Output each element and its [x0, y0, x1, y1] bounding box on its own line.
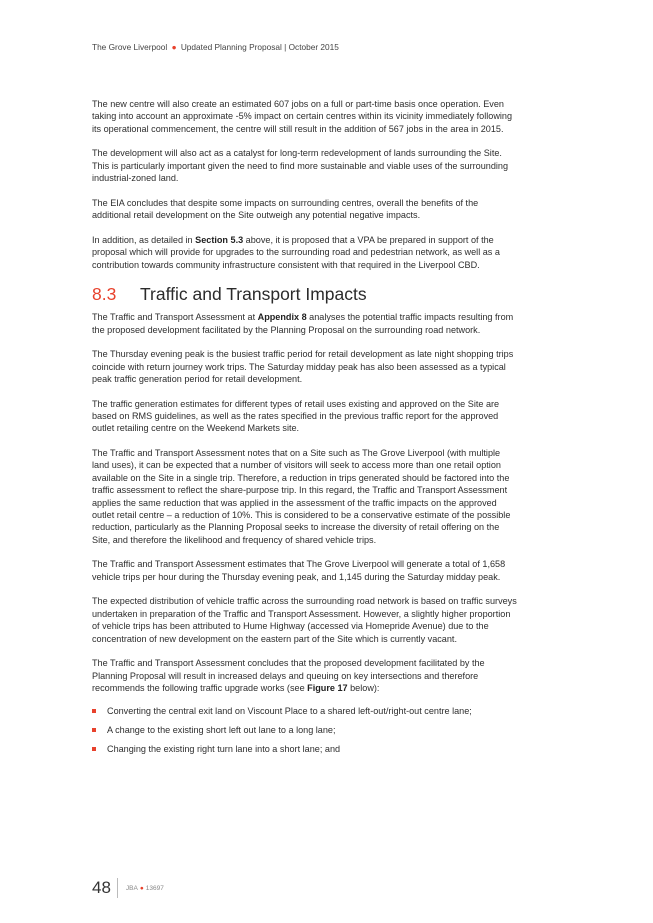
bullet-marker-icon [92, 728, 96, 732]
paragraph-generation-estimates: The traffic generation estimates for different types of retail uses existing and approved on the Site are based on RMS guidelines, as well as the rates specified in the previous traffic report for the approved outlet retailing centre on the Weekend Markets site. [92, 398, 500, 434]
page-number: 48 [92, 878, 111, 897]
list-item: Converting the central exit land on Viscount Place to a shared left-out/right-out centre lane; [92, 705, 518, 717]
page-footer [92, 878, 164, 898]
running-header [92, 42, 339, 52]
paragraph-traffic-intro: The Traffic and Transport Assessment at Appendix 8 analyses the potential traffic impacts resulting from the proposed development facilitated by the Planning Proposal on the surrounding road network. [92, 312, 514, 335]
section-reference: Section 5.3 [195, 234, 244, 245]
paragraph-peak-periods: The Thursday evening peak is the busiest traffic period for retail development as late night shopping trips coincide with return journey work trips. The Saturday midday peak has also been assessed as a typical peak traffic generation period for retail development. [92, 349, 514, 385]
paragraph-trip-totals: The Traffic and Transport Assessment estimates that The Grove Liverpool will generate a total of 1,658 vehicle trips per hour during the Thursday evening peak, and 1,145 during the Saturday midday peak. [92, 559, 506, 582]
body-content [92, 98, 518, 762]
list-item: Changing the existing right turn lane into a short lane; and [92, 743, 518, 755]
paragraph-trip-reduction: The Traffic and Transport Assessment notes that on a Site such as The Grove Liverpool (with multiple land uses), it can be expected that a number of visitors will seek to access more than one retail option available on the Site in a single trip. Therefore, a reduction in trips generated should be factored into the traffic assessment to reflect the share-purpose trip. In this regard, the Traffic and Transport Assessment applies the same reduction that was applied in the assessment of the traffic impacts on the approved outlet retail centre – a reduction of 10%. This is considered to be a conservative estimate of the possible reduction, particularly as the Planning Proposal seeks to increase the diversity of retail offering on the Site, and therefore the likelihood and frequency of shared vehicle trips. [92, 448, 511, 545]
header-subtitle: Updated Planning Proposal | October 2015 [180, 42, 339, 52]
paragraph-jobs: The new centre will also create an estimated 607 jobs on a full or part-time basis once operation. Even taking into account an approximate -5% impact on certain centres within its vicinity immediately following its operational commencement, the centre will still result in the addition of 567 jobs in the area in 2015. [92, 99, 513, 134]
header-title: The Grove Liverpool [92, 42, 168, 52]
list-item: A change to the existing short left out lane to a long lane; [92, 724, 518, 736]
footer-separator-dot: ● [139, 884, 144, 892]
upgrade-works-list [92, 705, 518, 755]
header-separator-dot: ● [171, 42, 177, 52]
bullet-marker-icon [92, 747, 96, 751]
paragraph-vpa: In addition, as detailed in Section 5.3 above, it is proposed that a VPA be prepared in support of the proposal which will provide for upgrades to the surrounding road and pedestrian network, as well as a contribution towards community infrastructure consistent with that required in the Liverpool CBD. [92, 234, 500, 270]
section-heading [92, 283, 518, 305]
footer-reference: JBA ● 13697 [125, 884, 164, 892]
paragraph-distribution: The expected distribution of vehicle traffic across the surrounding road network is based on traffic surveys undertaken in preparation of the Traffic and Transport Assessment. However, a slightly higher proportion of vehicle trips has been attributed to Hume Highway (accessed via Homepride Avenue) due to the concentration of new development on the eastern part of the Site which is currently vacant. [92, 596, 517, 644]
appendix-reference: Appendix 8 [257, 312, 307, 323]
figure-reference: Figure 17 [307, 683, 348, 694]
bullet-marker-icon [92, 709, 96, 713]
paragraph-eia-conclusion: The EIA concludes that despite some impacts on surrounding centres, overall the benefits of the additional retail development on the Site outweigh any potential negative impacts. [92, 197, 479, 221]
paragraph-catalyst: The development will also act as a catalyst for long-term redevelopment of lands surrounding the Site. This is particularly important given the need to find more sustainable and viable uses of the surrounding industrial-zoned land. [92, 148, 509, 184]
section-title: Traffic and Transport Impacts [140, 284, 367, 305]
section-number: 8.3 [92, 284, 117, 305]
footer-divider [117, 878, 118, 898]
paragraph-conclusion: The Traffic and Transport Assessment concludes that the proposed development facilitated by the Planning Proposal will result in increased delays and queuing on key intersections and therefore recommends the following traffic upgrade works (see Figure 17 below): [92, 658, 485, 694]
